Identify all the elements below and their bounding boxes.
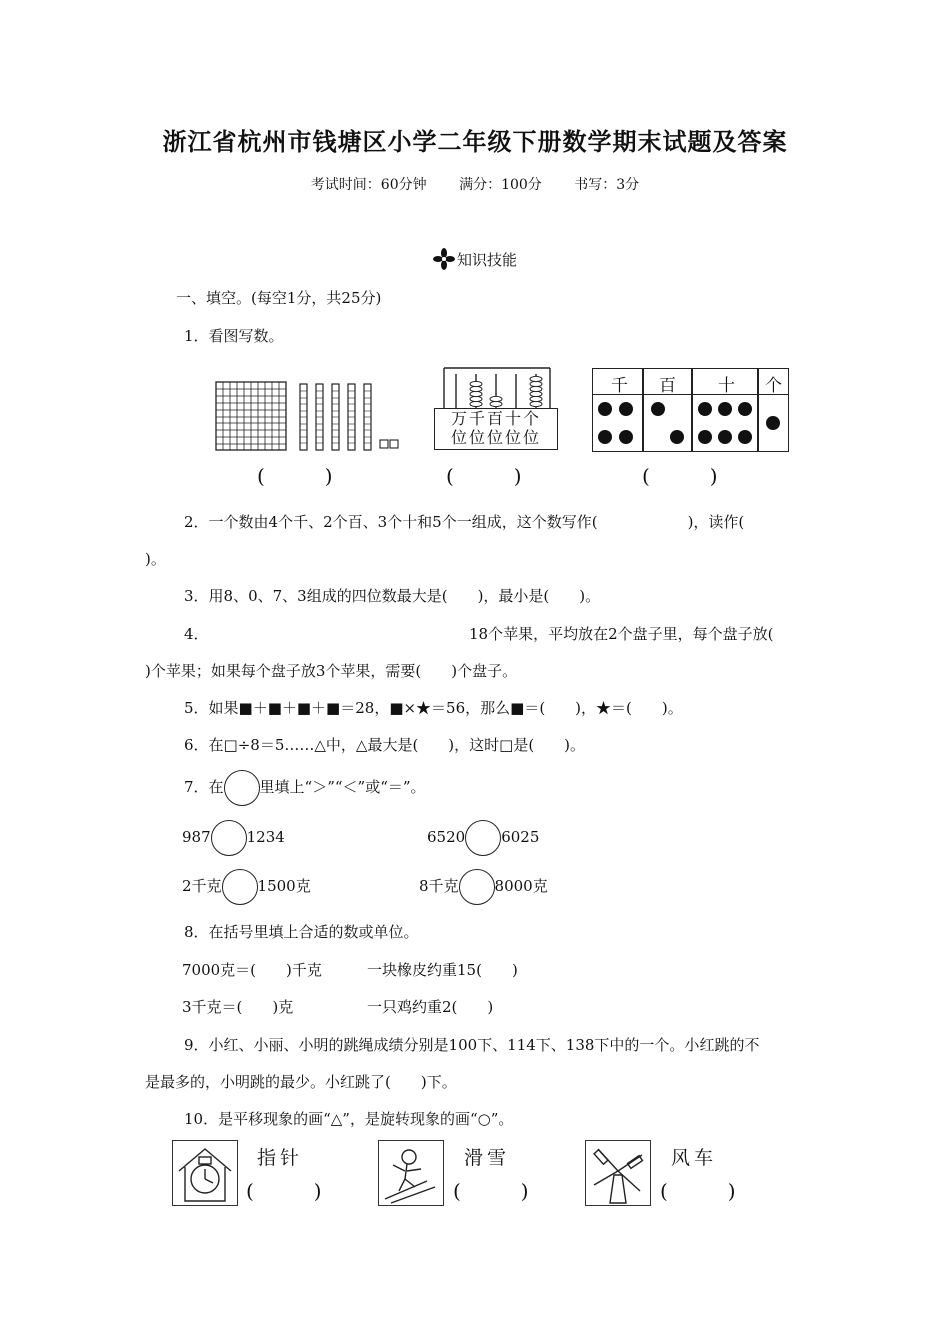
- q10-blank-2[interactable]: ( ): [453, 1179, 529, 1203]
- q1-text: 1．看图写数。: [184, 327, 284, 345]
- q8-item: 一只鸡约重2( ): [367, 998, 494, 1016]
- q10-text: 10．是平移现象的画“△”，是旋转现象的画“○”。: [184, 1110, 514, 1128]
- q6-text: 6．在□÷8＝5……△中，△最大是( )，这时□是( )。: [184, 736, 586, 754]
- q8-item: 3千克＝( )克: [182, 998, 294, 1016]
- counter-dot: [766, 416, 780, 430]
- q10-label-2: 滑雪: [464, 1147, 511, 1169]
- q1-blank-1[interactable]: ( ): [257, 464, 333, 488]
- base-ten-blocks: [215, 380, 405, 456]
- q10-label-1: 指针: [257, 1147, 304, 1169]
- counter-dot: [738, 430, 752, 444]
- q3-text: 3．用8、0、7、3组成的四位数最大是( )，最小是( )。: [184, 587, 601, 605]
- q1-blank-3[interactable]: ( ): [642, 464, 718, 488]
- compare-circle[interactable]: [465, 820, 501, 856]
- q1-blank-2[interactable]: ( ): [446, 464, 522, 488]
- q4-line1: 18个苹果，平均放在2个盘子里，每个盘子放(: [469, 625, 774, 643]
- full-score: 满分：100分: [459, 177, 542, 193]
- counter-dot: [718, 430, 732, 444]
- compare-left: 8千克: [419, 877, 459, 895]
- q8-item: 7000克＝( )千克: [182, 961, 322, 979]
- compare-left: 987: [182, 828, 211, 846]
- header-tens: 十: [718, 376, 735, 396]
- compare-item: [427, 819, 539, 856]
- counter-dot: [738, 402, 752, 416]
- section-label: 知识技能: [456, 251, 517, 269]
- abacus: [434, 364, 560, 452]
- q7-post: 里填上“＞”“＜”或“＝”。: [259, 778, 426, 796]
- compare-item: [182, 868, 311, 905]
- page-title: 浙江省杭州市钱塘区小学二年级下册数学期末试题及答案: [162, 128, 788, 156]
- compare-circle-example: [224, 770, 260, 806]
- compare-right: 8000克: [494, 877, 548, 895]
- compare-left: 2千克: [182, 877, 222, 895]
- header-hundreds: 百: [659, 376, 676, 396]
- q9-line2: 是最多的，小明跳的最少。小红跳了( )下。: [145, 1073, 457, 1091]
- compare-circle[interactable]: [222, 869, 258, 905]
- counter-dot: [598, 402, 612, 416]
- compare-item: [419, 868, 548, 905]
- compare-right: 6025: [501, 828, 540, 846]
- compare-right: 1500克: [257, 877, 311, 895]
- header-thousands: 千: [611, 376, 628, 396]
- counter-dot: [598, 430, 612, 444]
- q8-item: 一块橡皮约重15( ): [367, 961, 518, 979]
- exam-time: 考试时间：60分钟: [310, 177, 427, 193]
- section-heading: [0, 248, 950, 274]
- q10-blank-1[interactable]: ( ): [246, 1179, 322, 1203]
- compare-circle[interactable]: [459, 869, 495, 905]
- counter-dot: [718, 402, 732, 416]
- q5-text: 5．如果■＋■＋■＋■＝28，■×★＝56，那么■＝( )，★＝( )。: [184, 699, 683, 717]
- flower-icon: [433, 248, 455, 274]
- counter-dot: [619, 402, 633, 416]
- header-ones: 个: [765, 376, 782, 396]
- windmill-icon: [585, 1140, 651, 1206]
- q7-pre: 7．在: [184, 778, 224, 796]
- q4-line2: )个苹果；如果每个盘子放3个苹果，需要( )个盘子。: [145, 662, 518, 680]
- exam-meta: [0, 174, 950, 194]
- compare-right: 1234: [246, 828, 285, 846]
- abacus-label-bottom: 位位位位位: [450, 428, 541, 447]
- place-value-table: [592, 368, 789, 452]
- q7-instruction: [184, 769, 426, 806]
- q10-label-3: 风车: [671, 1147, 718, 1169]
- counter-dot: [698, 402, 712, 416]
- writing-score: 书写：3分: [574, 177, 640, 193]
- clock-icon: [172, 1140, 238, 1206]
- compare-item: [182, 819, 285, 856]
- compare-circle[interactable]: [211, 820, 247, 856]
- q2-line2: )。: [145, 550, 166, 568]
- part1-heading: 一、填空。(每空1分，共25分): [176, 289, 382, 307]
- q2-line1: 2．一个数由4个千、2个百、3个十和5个一组成，这个数写作( )，读作(: [184, 513, 745, 531]
- q4-number: 4．: [184, 625, 209, 643]
- q10-blank-3[interactable]: ( ): [660, 1179, 736, 1203]
- counter-dot: [619, 430, 633, 444]
- counter-dot: [651, 402, 665, 416]
- counter-dot: [698, 430, 712, 444]
- q9-line1: 9．小红、小丽、小明的跳绳成绩分别是100下、114下、138下中的一个。小红跳的不: [184, 1036, 760, 1054]
- counter-dot: [670, 430, 684, 444]
- q8-text: 8．在括号里填上合适的数或单位。: [184, 923, 419, 941]
- compare-left: 6520: [427, 828, 466, 846]
- skier-icon: [378, 1140, 444, 1206]
- abacus-label-top: 万千百十个: [450, 409, 541, 428]
